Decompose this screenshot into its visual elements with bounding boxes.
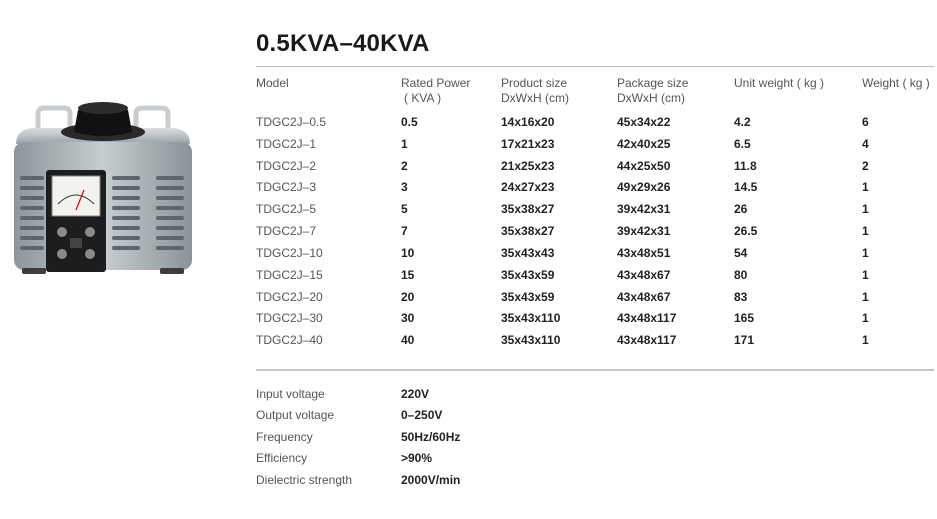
spec-label: Output voltage	[256, 408, 335, 422]
cell-model: TDGC2J–1	[256, 137, 317, 151]
cell-power: 10	[401, 246, 415, 260]
cell-package-size: 42x40x25	[617, 137, 671, 151]
variac-transformer-icon	[8, 92, 198, 287]
cell-product-size: 35x43x59	[501, 268, 555, 282]
cell-unit-weight: 80	[734, 268, 748, 282]
cell-power: 3	[401, 180, 408, 194]
cell-weight: 1	[862, 311, 869, 325]
spec-label: Frequency	[256, 430, 313, 444]
cell-package-size: 43x48x51	[617, 246, 671, 260]
cell-package-size: 43x48x67	[617, 290, 671, 304]
cell-product-size: 21x25x23	[501, 159, 555, 173]
header-model: Model	[256, 76, 289, 90]
cell-model: TDGC2J–15	[256, 268, 323, 282]
cell-power: 0.5	[401, 115, 418, 129]
header-rated-power: Rated Power ( KVA )	[401, 76, 471, 105]
cell-package-size: 45x34x22	[617, 115, 671, 129]
header-product-size: Product size DxWxH (cm)	[501, 76, 569, 105]
cell-product-size: 35x38x27	[501, 202, 555, 216]
cell-weight: 1	[862, 224, 869, 238]
cell-package-size: 49x29x26	[617, 180, 671, 194]
specs-divider	[256, 369, 934, 371]
spec-label: Efficiency	[256, 451, 308, 465]
cell-model: TDGC2J–10	[256, 246, 323, 260]
cell-model: TDGC2J–5	[256, 202, 317, 216]
cell-package-size: 39x42x31	[617, 202, 671, 216]
header-package-size: Package size DxWxH (cm)	[617, 76, 689, 105]
cell-unit-weight: 6.5	[734, 137, 751, 151]
spec-label: Input voltage	[256, 387, 325, 401]
cell-product-size: 17x21x23	[501, 137, 555, 151]
cell-product-size: 35x43x59	[501, 290, 555, 304]
cell-weight: 4	[862, 137, 869, 151]
cell-weight: 1	[862, 333, 869, 347]
cell-power: 40	[401, 333, 415, 347]
cell-weight: 1	[862, 246, 869, 260]
spec-value: 220V	[401, 387, 430, 401]
cell-weight: 1	[862, 268, 869, 282]
cell-model: TDGC2J–20	[256, 290, 323, 304]
cell-unit-weight: 4.2	[734, 115, 751, 129]
cell-unit-weight: 26.5	[734, 224, 758, 238]
cell-weight: 2	[862, 159, 869, 173]
table-top-divider	[256, 66, 934, 67]
cell-weight: 1	[862, 202, 869, 216]
cell-weight: 1	[862, 290, 869, 304]
cell-power: 7	[401, 224, 408, 238]
cell-unit-weight: 171	[734, 333, 755, 347]
cell-product-size: 14x16x20	[501, 115, 555, 129]
cell-product-size: 35x43x110	[501, 333, 561, 347]
cell-package-size: 39x42x31	[617, 224, 671, 238]
cell-model: TDGC2J–0.5	[256, 115, 327, 129]
cell-model: TDGC2J–3	[256, 180, 317, 194]
cell-model: TDGC2J–7	[256, 224, 317, 238]
spec-value: >90%	[401, 451, 433, 465]
cell-product-size: 35x43x110	[501, 311, 561, 325]
header-unit-weight: Unit weight ( kg )	[734, 76, 825, 90]
cell-unit-weight: 165	[734, 311, 755, 325]
cell-product-size: 35x43x43	[501, 246, 555, 260]
page-title: 0.5KVA–40KVA	[256, 30, 430, 57]
spec-value: 0–250V	[401, 408, 443, 422]
cell-power: 30	[401, 311, 415, 325]
cell-unit-weight: 14.5	[734, 180, 758, 194]
cell-product-size: 35x38x27	[501, 224, 555, 238]
cell-package-size: 43x48x67	[617, 268, 671, 282]
cell-package-size: 43x48x117	[617, 311, 677, 325]
cell-unit-weight: 54	[734, 246, 748, 260]
cell-weight: 6	[862, 115, 869, 129]
cell-package-size: 44x25x50	[617, 159, 671, 173]
spec-value: 50Hz/60Hz	[401, 430, 461, 444]
header-weight: Weight ( kg )	[862, 76, 930, 90]
cell-power: 5	[401, 202, 408, 216]
cell-power: 1	[401, 137, 408, 151]
spec-label: Dielectric strength	[256, 473, 353, 487]
cell-unit-weight: 11.8	[734, 159, 757, 173]
cell-power: 2	[401, 159, 408, 173]
cell-model: TDGC2J–30	[256, 311, 323, 325]
cell-product-size: 24x27x23	[501, 180, 555, 194]
cell-unit-weight: 83	[734, 290, 748, 304]
cell-model: TDGC2J–2	[256, 159, 317, 173]
spec-value: 2000V/min	[401, 473, 461, 487]
cell-unit-weight: 26	[734, 202, 748, 216]
cell-power: 20	[401, 290, 415, 304]
cell-power: 15	[401, 268, 415, 282]
cell-weight: 1	[862, 180, 869, 194]
cell-model: TDGC2J–40	[256, 333, 323, 347]
cell-package-size: 43x48x117	[617, 333, 677, 347]
